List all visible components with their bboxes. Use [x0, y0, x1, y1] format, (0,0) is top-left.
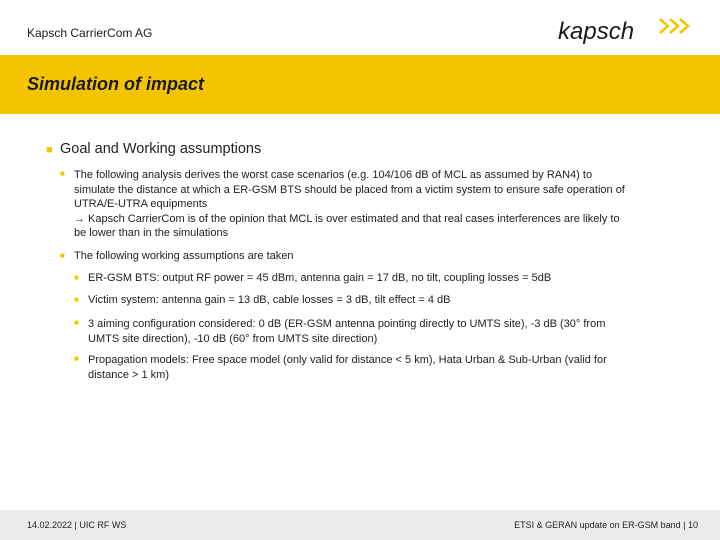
bullet-icon: ■	[60, 251, 65, 260]
bullet1-text	[74, 168, 684, 241]
bullet1-line: UTRA/E-UTRA equipments	[74, 198, 208, 211]
sub3-line: UMTS site direction), -10 dB (60° from UMTS site direction)	[88, 332, 378, 345]
bullet-icon: ■	[74, 354, 79, 363]
bullet-icon: ■	[74, 273, 79, 282]
sub4-line: Propagation models: Free space model (only valid for distance < 5 km), Hata Urban & Sub-Urban (valid for	[88, 354, 607, 366]
bullet-icon: ■	[60, 169, 65, 178]
bullet-icon: ■	[46, 144, 53, 156]
bullet-icon: ■	[74, 295, 79, 304]
footer-date: 14.02.2022 | UIC RF WS	[27, 520, 127, 530]
sub-bullet-1: ER-GSM BTS: output RF power = 45 dBm, antenna gain = 17 dB, no tilt, coupling losses = 5dB	[88, 272, 552, 284]
bullet1-line: → Kapsch CarrierCom is of the opinion that MCL is over estimated and that real cases interferences are likely to	[74, 212, 620, 225]
sub-bullet-3	[88, 317, 678, 346]
kapsch-logo	[556, 14, 696, 48]
bullet1-line: simulate the distance at which a ER-GSM BTS should be placed from a victim system to ensure safe operation of	[74, 183, 625, 196]
footer-page-info: ETSI & GERAN update on ER-GSM band | 10	[514, 520, 698, 530]
slide-title: Simulation of impact	[27, 74, 205, 94]
bullet1-line: The following analysis derives the worst case scenarios (e.g. 104/106 dB of MCL as assumed by RAN4) to	[74, 169, 593, 181]
logo-chevrons-icon	[660, 19, 688, 33]
title-band	[0, 55, 720, 114]
sub-bullet-4	[88, 353, 678, 382]
footer-bar	[0, 510, 720, 540]
bullet1-line: be lower than in the simulations	[74, 227, 229, 240]
sub-bullet-2: Victim system: antenna gain = 13 dB, cable losses = 3 dB, tilt effect = 4 dB	[88, 294, 451, 306]
sub4-line: distance > 1 km)	[88, 368, 170, 381]
bullet-icon: ■	[74, 318, 79, 327]
company-name: Kapsch CarrierCom AG	[27, 26, 153, 40]
logo-text: kapsch	[558, 18, 635, 45]
level1-heading: Goal and Working assumptions	[60, 141, 262, 157]
bullet2-text: The following working assumptions are taken	[74, 250, 294, 262]
sub3-line: 3 aiming configuration considered: 0 dB (ER-GSM antenna pointing directly to UMTS site), -3 dB (30° from	[88, 318, 606, 330]
